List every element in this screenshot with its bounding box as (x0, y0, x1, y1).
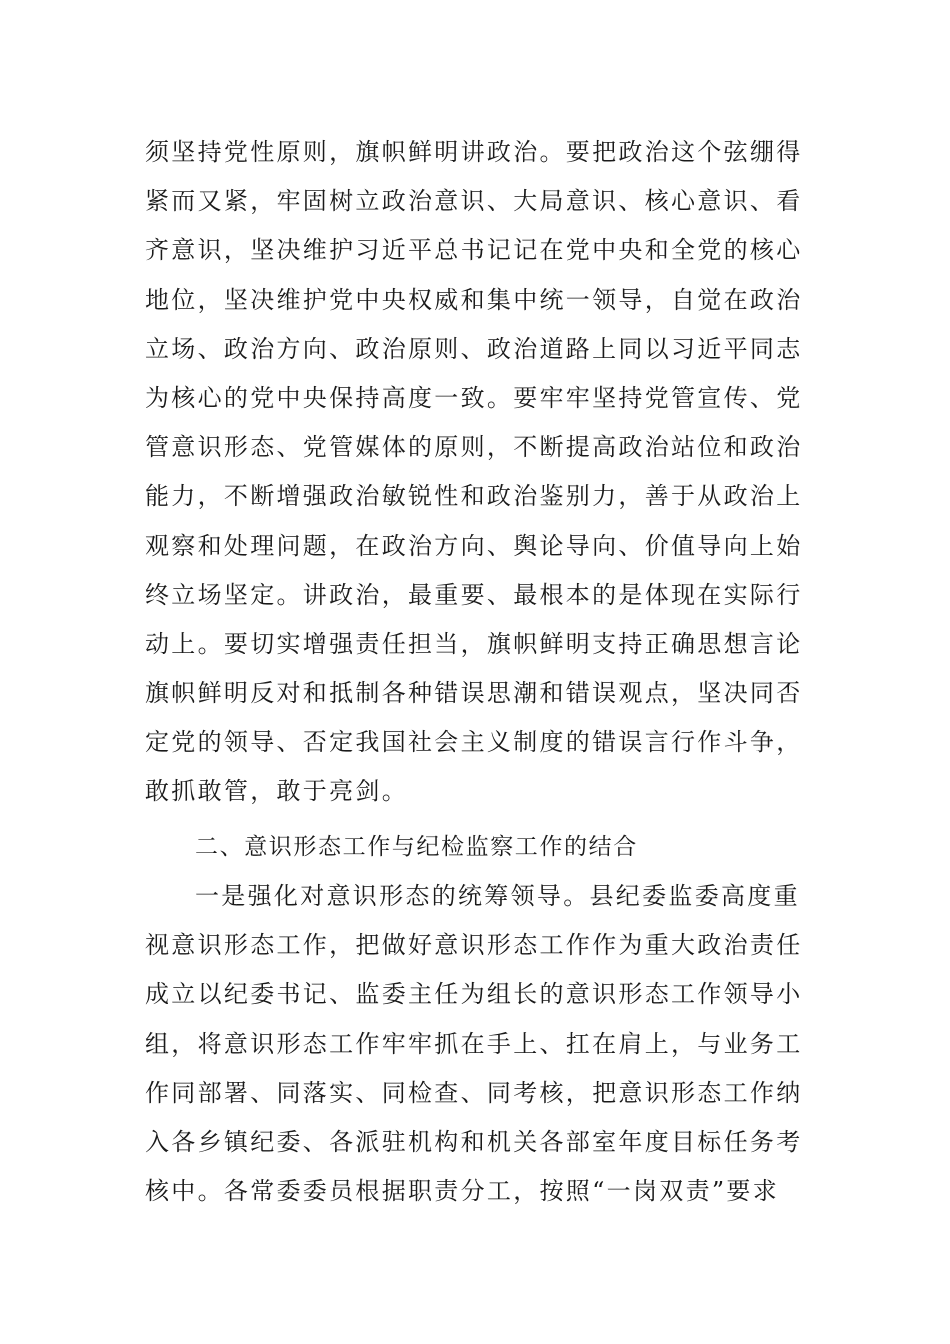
paragraph-line: 敢抓敢管，敢于亮剑。 (145, 777, 408, 806)
paragraph-line: 视意识形态工作，把做好意识形态工作作为重大政治责任 (145, 931, 803, 960)
paragraph-line: 须坚持党性原则，旗帜鲜明讲政治。要把政治这个弦绷得 (145, 138, 803, 166)
paragraph-coordination (145, 872, 805, 1216)
paragraph-line: 能力，不断增强政治敏锐性和政治鉴别力，善于从政治上 (145, 482, 803, 511)
paragraph-line: 终立场坚定。讲政治，最重要、最根本的是体现在实际行 (145, 580, 803, 609)
paragraph-line: 组，将意识形态工作牢牢抓在手上、扛在肩上，与业务工 (145, 1029, 803, 1058)
paragraph-line: 成立以纪委书记、监委主任为组长的意识形态工作领导小 (145, 980, 803, 1009)
paragraph-line: 观察和处理问题，在政治方向、舆论导向、价值导向上始 (145, 531, 803, 560)
paragraph-line: 齐意识，坚决维护习近平总书记记在党中央和全党的核心 (145, 236, 803, 265)
paragraph-line: 入各乡镇纪委、各派驻机构和机关各部室年度目标任务考 (145, 1127, 803, 1156)
paragraph-line: 地位，坚决维护党中央权威和集中统一领导，自觉在政治 (145, 285, 803, 314)
paragraph-line: 旗帜鲜明反对和抵制各种错误思潮和错误观点，坚决同否 (145, 679, 803, 708)
paragraph-line: 核中。各常委委员根据职责分工，按照“一岗双责”要求 (145, 1177, 780, 1206)
paragraph-line: 立场、政治方向、政治原则、政治道路上同以习近平同志 (145, 334, 803, 363)
paragraph-line: 动上。要切实增强责任担当，旗帜鲜明支持正确思想言论 (145, 629, 803, 658)
paragraph-politics (145, 128, 805, 817)
paragraph-line: 管意识形态、党管媒体的原则，不断提高政治站位和政治 (145, 433, 803, 462)
paragraph-line: 作同部署、同落实、同检查、同考核，把意识形态工作纳 (145, 1078, 803, 1107)
paragraph-line: 一是强化对意识形态的统筹领导。县纪委监委高度重 (195, 882, 800, 910)
paragraph-line: 为核心的党中央保持高度一致。要牢牢坚持党管宣传、党 (145, 383, 803, 412)
section-heading: 二、意识形态工作与纪检监察工作的结合 (195, 834, 638, 860)
paragraph-line: 紧而又紧，牢固树立政治意识、大局意识、核心意识、看 (145, 187, 803, 216)
paragraph-line: 定党的领导、否定我国社会主义制度的错误言行作斗争， (145, 728, 803, 757)
